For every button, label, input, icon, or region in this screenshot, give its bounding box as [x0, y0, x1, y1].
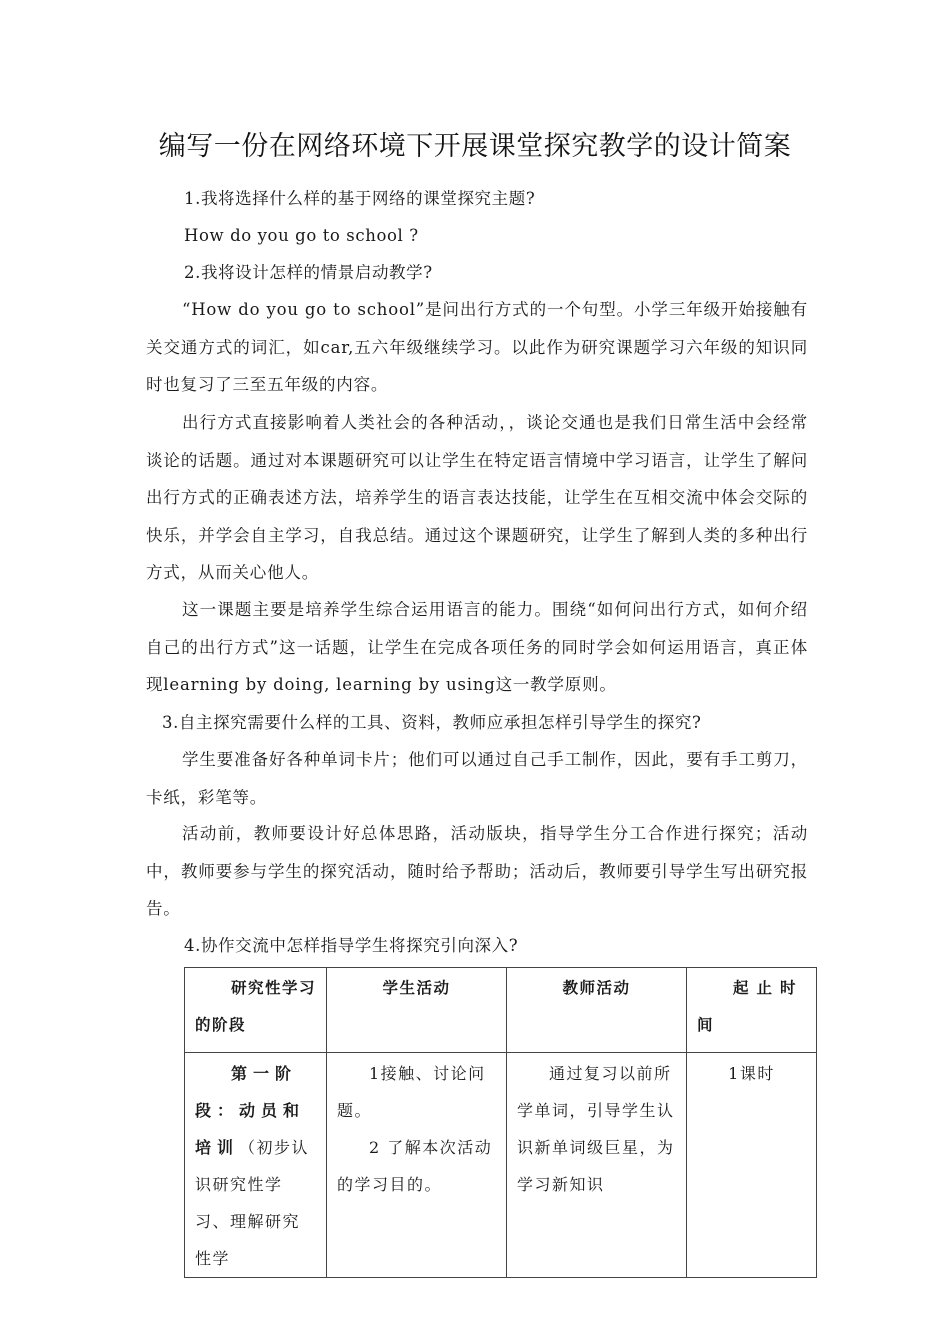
stage-title: 第一阶段：动员和培训 [195, 1064, 306, 1157]
header-stage: 研究性学习的阶段 [185, 968, 327, 1053]
document-title: 编写一份在网络环境下开展课堂探究教学的设计简案 [158, 131, 792, 162]
paragraph-2: 出行方式直接影响着人类社会的各种活动，，谈论交通也是我们日常生活中会经常谈论的话题。通过对本课题研究可以让学生在特定语言情境中学习语言，让学生了解问出行方式的正确表述方法，培养学生的语言表达技能，让学生在互相交流中体会交际的快乐，并学会自主学习，自我总结。通过这个课题研究，让学生了解到人类的多种出行方式，从而关心他人。 [146, 413, 808, 583]
paragraph-1: “How do you go to school”是问出行方式的一个句型。小学三年级开始接触有关交通方式的词汇，如car,五六年级继续学习。以此作为研究课题学习六年级的知识同时也复习了三至五年级的内容。 [146, 300, 808, 395]
paragraph-4: 学生要准备好各种单词卡片；他们可以通过自己手工制作，因此，要有手工剪刀，卡纸，彩笔等。 [146, 750, 808, 807]
header-student-activity: 学生活动 [327, 968, 507, 1053]
paragraph-5: 活动前，教师要设计好总体思路，活动版块，指导学生分工合作进行探究；活动中，教师要参与学生的探究活动，随时给予帮助；活动后，教师要引导学生写出研究报告。 [146, 824, 808, 919]
paragraph-3: 这一课题主要是培养学生综合运用语言的能力。围绕“如何问出行方式，如何介绍自己的出行方式”这一话题，让学生在完成各项任务的同时学会如何运用语言，真正体现learning by doing, learning by using这一教学原则。 [146, 600, 808, 695]
cell-student-activity [327, 1053, 507, 1278]
teacher-activity-text: 通过复习以前所学单词，引导学生认识新单词级巨星，为学习新知识 [517, 1064, 675, 1194]
question-1-answer: How do you go to school ? [184, 226, 419, 245]
cell-stage [185, 1053, 327, 1278]
header-time: 起止时间 [687, 968, 817, 1053]
table-header-row [185, 968, 817, 1053]
student-activity-1: 1接触、讨论问题。 [337, 1064, 486, 1120]
question-2: 2.我将设计怎样的情景启动教学? [184, 263, 433, 282]
stage-description: （初步认识研究性学习、理解研究性学 [195, 1138, 310, 1268]
inquiry-stage-table [184, 967, 817, 1278]
header-teacher-activity: 教师活动 [507, 968, 687, 1053]
cell-time: 1课时 [687, 1053, 817, 1278]
cell-teacher-activity [507, 1053, 687, 1278]
question-1: 1.我将选择什么样的基于网络的课堂探究主题? [184, 189, 536, 208]
question-4: 4.协作交流中怎样指导学生将探究引向深入? [184, 936, 519, 955]
student-activity-2: 2 了解本次活动的学习目的。 [337, 1138, 493, 1194]
table-row [185, 1053, 817, 1278]
question-3: 3.自主探究需要什么样的工具、资料，教师应承担怎样引导学生的探究? [162, 713, 702, 732]
